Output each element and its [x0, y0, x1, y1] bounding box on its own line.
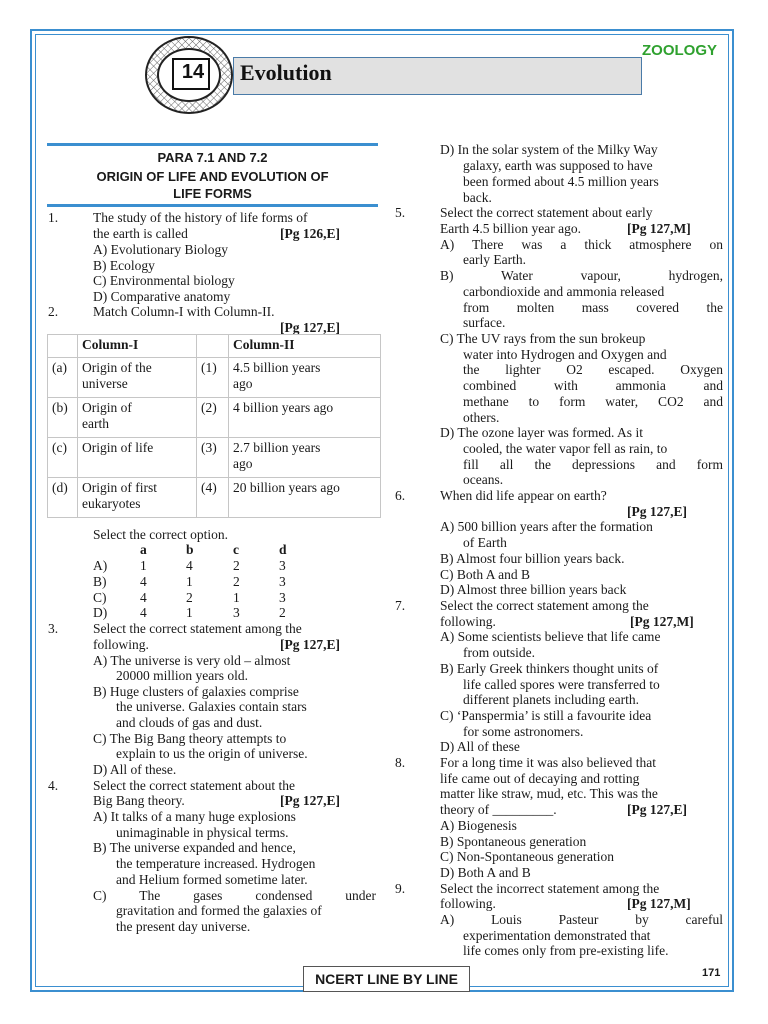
q7-option-b: B) Early Greek thinkers thought units of [440, 661, 659, 676]
row-number: (3) [197, 438, 229, 478]
q4-ref: [Pg 127,E] [280, 793, 340, 808]
q3-option-b: B) Huge clusters of galaxies comprise [93, 684, 299, 699]
q8-text-4: theory of _________. [440, 802, 557, 817]
column-1-header: Column-I [78, 335, 197, 358]
q6-ref: [Pg 127,E] [627, 504, 687, 519]
q1-text-2: the earth is called [93, 226, 188, 241]
q5-option-c-2: water into Hydrogen and Oxygen and [463, 347, 667, 362]
row-left-cell: Origin of first eukaryotes [78, 478, 197, 518]
q9-text-2: following. [440, 896, 496, 911]
q7-text-2: following. [440, 614, 496, 629]
option-value: 3 [233, 605, 240, 620]
q5-text-2: Earth 4.5 billion year ago. [440, 221, 581, 236]
row-label: (b) [48, 398, 78, 438]
option-value: 4 [140, 605, 147, 620]
q9-ref: [Pg 127,M] [627, 896, 691, 911]
row-right-cell: 4.5 billion years ago [229, 358, 381, 398]
row-left-cell: Origin of earth [78, 398, 197, 438]
option-head-d: d [279, 542, 287, 557]
q5-option-c-4: combined with ammonia and [463, 378, 723, 393]
row-label: (c) [48, 438, 78, 478]
q5-option-b-4: surface. [463, 315, 506, 330]
section-title-line2: ORIGIN OF LIFE AND EVOLUTION OF [96, 169, 329, 184]
q3-option-b-3: and clouds of gas and dust. [116, 715, 263, 730]
q5-option-c-6: others. [463, 410, 500, 425]
q3-option-d: D) All of these. [93, 762, 177, 777]
q8-text: For a long time it was also believed that [440, 755, 656, 770]
q4-option-a-2: unimaginable in physical terms. [116, 825, 289, 840]
q9-text: Select the incorrect statement among the [440, 881, 660, 896]
q8-option-b: B) Spontaneous generation [440, 834, 587, 849]
q5-option-a-2: early Earth. [463, 252, 526, 267]
q8-number: 8. [395, 755, 406, 770]
q7-option-a: A) Some scientists believe that life came [440, 629, 661, 644]
row-number: (2) [197, 398, 229, 438]
q6-option-a-2: of Earth [463, 535, 507, 550]
q5-option-c: C) The UV rays from the sun brokeup [440, 331, 646, 346]
page-number: 171 [702, 967, 721, 979]
q5-ref: [Pg 127,M] [627, 221, 691, 236]
q9-option-a: A) Louis Pasteur by careful [440, 912, 723, 927]
q9-option-a-2: experimentation demonstrated that [463, 928, 651, 943]
table-row [48, 438, 381, 478]
q1-text: The study of the history of life forms of [93, 210, 308, 225]
table-row [48, 358, 381, 398]
q3-ref: [Pg 127,E] [280, 637, 340, 652]
column-2-header: Column-II [229, 335, 381, 358]
q3-option-c: C) The Big Bang theory attempts to [93, 731, 287, 746]
q5-option-c-5: methane to form water, CO2 and [463, 394, 723, 409]
q6-option-d: D) Almost three billion years back [440, 582, 627, 597]
q7-option-c: C) ‘Panspermia’ is still a favourite idea [440, 708, 652, 723]
q7-number: 7. [395, 598, 406, 613]
q4-option-b-2: the temperature increased. Hydrogen [116, 856, 316, 871]
q8-option-d: D) Both A and B [440, 865, 531, 880]
q3-number: 3. [48, 621, 59, 636]
q6-number: 6. [395, 488, 406, 503]
q6-option-c: C) Both A and B [440, 567, 531, 582]
row-right-cell: 2.7 billion years ago [229, 438, 381, 478]
q5-option-b: B) Water vapour, hydrogen, [440, 268, 723, 283]
q4-option-b-3: and Helium formed sometime later. [116, 872, 308, 887]
q4-option-d: D) In the solar system of the Milky Way [440, 142, 658, 157]
q3-option-c-2: explain to us the origin of universe. [116, 746, 308, 761]
q4-option-c-2: gravitation and formed the galaxies of [116, 903, 322, 918]
q7-option-d: D) All of these [440, 739, 520, 754]
q4-option-d-3: been formed about 4.5 million years [463, 174, 659, 189]
row-label: (d) [48, 478, 78, 518]
row-right-cell: 4 billion years ago [229, 398, 381, 438]
option-value: 1 [186, 605, 193, 620]
match-table [47, 334, 381, 518]
q7-text: Select the correct statement among the [440, 598, 649, 613]
option-value: 1 [140, 558, 147, 573]
chapter-number: 14 [181, 61, 205, 83]
q8-option-c: C) Non-Spontaneous generation [440, 849, 614, 864]
q4-option-c: C) The gases condensed under [93, 888, 376, 903]
option-label: A) [93, 558, 108, 573]
table-header-row [48, 335, 381, 358]
q6-option-a: A) 500 billion years after the formation [440, 519, 653, 534]
row-number: (4) [197, 478, 229, 518]
q8-option-a: A) Biogenesis [440, 818, 517, 833]
q4-number: 4. [48, 778, 59, 793]
q4-option-c-3: the present day universe. [116, 919, 251, 934]
q4-option-b: B) The universe expanded and hence, [93, 840, 296, 855]
q1-option-a: A) Evolutionary Biology [93, 242, 228, 257]
q2-number: 2. [48, 304, 59, 319]
q7-option-c-2: for some astronomers. [463, 724, 584, 739]
option-head-a: a [140, 542, 147, 557]
option-label: B) [93, 574, 107, 589]
section-title-line1: PARA 7.1 AND 7.2 [157, 150, 268, 165]
q5-option-c-3: the lighter O2 escaped. Oxygen [463, 362, 723, 377]
option-head-c: c [233, 542, 239, 557]
q5-option-d-2: cooled, the water vapor fell as rain, to [463, 441, 668, 456]
row-left-cell: Origin of life [78, 438, 197, 478]
q8-text-2: life came out of decaying and rotting [440, 771, 640, 786]
row-number: (1) [197, 358, 229, 398]
option-value: 3 [279, 558, 286, 573]
q5-number: 5. [395, 205, 406, 220]
q9-option-a-3: life comes only from pre-existing life. [463, 943, 669, 958]
row-right-cell: 20 billion years ago [229, 478, 381, 518]
q2-text: Match Column-I with Column-II. [93, 304, 275, 319]
option-value: 2 [279, 605, 286, 620]
q7-option-a-2: from outside. [463, 645, 535, 660]
q6-option-b: B) Almost four billion years back. [440, 551, 625, 566]
option-value: 2 [186, 590, 193, 605]
q4-option-d-4: back. [463, 190, 492, 205]
q1-option-d: D) Comparative anatomy [93, 289, 231, 304]
row-label: (a) [48, 358, 78, 398]
option-label: D) [93, 605, 108, 620]
q8-ref: [Pg 127,E] [627, 802, 687, 817]
q5-option-d: D) The ozone layer was formed. As it [440, 425, 643, 440]
q4-text-2: Big Bang theory. [93, 793, 185, 808]
q5-option-a: A) There was a thick atmosphere on [440, 237, 723, 252]
q2-ref: [Pg 127,E] [280, 320, 340, 335]
q1-number: 1. [48, 210, 59, 225]
q5-option-d-4: oceans. [463, 472, 504, 487]
table-row [48, 398, 381, 438]
q5-option-b-2: carbondioxide and ammonia released [463, 284, 665, 299]
q7-option-b-2: life called spores were transferred to [463, 677, 660, 692]
option-value: 4 [186, 558, 193, 573]
option-value: 3 [279, 574, 286, 589]
option-value: 1 [186, 574, 193, 589]
q5-option-b-3: from molten mass covered the [463, 300, 723, 315]
section-rule-bottom [47, 204, 378, 207]
q2-select-text: Select the correct option. [93, 527, 228, 542]
option-value: 3 [279, 590, 286, 605]
q3-text: Select the correct statement among the [93, 621, 302, 636]
option-value: 4 [140, 574, 147, 589]
q5-option-d-3: fill all the depressions and form [463, 457, 723, 472]
option-value: 2 [233, 574, 240, 589]
q4-option-d-2: galaxy, earth was supposed to have [463, 158, 653, 173]
q7-option-b-3: different planets including earth. [463, 692, 639, 707]
q1-option-b: B) Ecology [93, 258, 155, 273]
option-value: 2 [233, 558, 240, 573]
q5-text: Select the correct statement about early [440, 205, 653, 220]
q9-number: 9. [395, 881, 406, 896]
q3-option-a-2: 20000 million years old. [116, 668, 248, 683]
q6-text: When did life appear on earth? [440, 488, 607, 503]
q4-text: Select the correct statement about the [93, 778, 296, 793]
option-value: 1 [233, 590, 240, 605]
option-value: 4 [140, 590, 147, 605]
section-title-line3: LIFE FORMS [173, 186, 252, 201]
q3-text-2: following. [93, 637, 149, 652]
section-rule-top [47, 143, 378, 146]
q3-option-a: A) The universe is very old – almost [93, 653, 291, 668]
q3-option-b-2: the universe. Galaxies contain stars [116, 699, 307, 714]
footer-label: NCERT LINE BY LINE [315, 971, 458, 987]
q4-option-a: A) It talks of a many huge explosions [93, 809, 296, 824]
chapter-title: Evolution [240, 60, 332, 85]
subject-label: ZOOLOGY [642, 42, 717, 59]
q7-ref: [Pg 127,M] [630, 614, 694, 629]
q8-text-3: matter like straw, mud, etc. This was the [440, 786, 658, 801]
q1-option-c: C) Environmental biology [93, 273, 235, 288]
option-head-b: b [186, 542, 194, 557]
row-left-cell: Origin of the universe [78, 358, 197, 398]
q1-ref: [Pg 126,E] [280, 226, 340, 241]
table-row [48, 478, 381, 518]
option-label: C) [93, 590, 107, 605]
